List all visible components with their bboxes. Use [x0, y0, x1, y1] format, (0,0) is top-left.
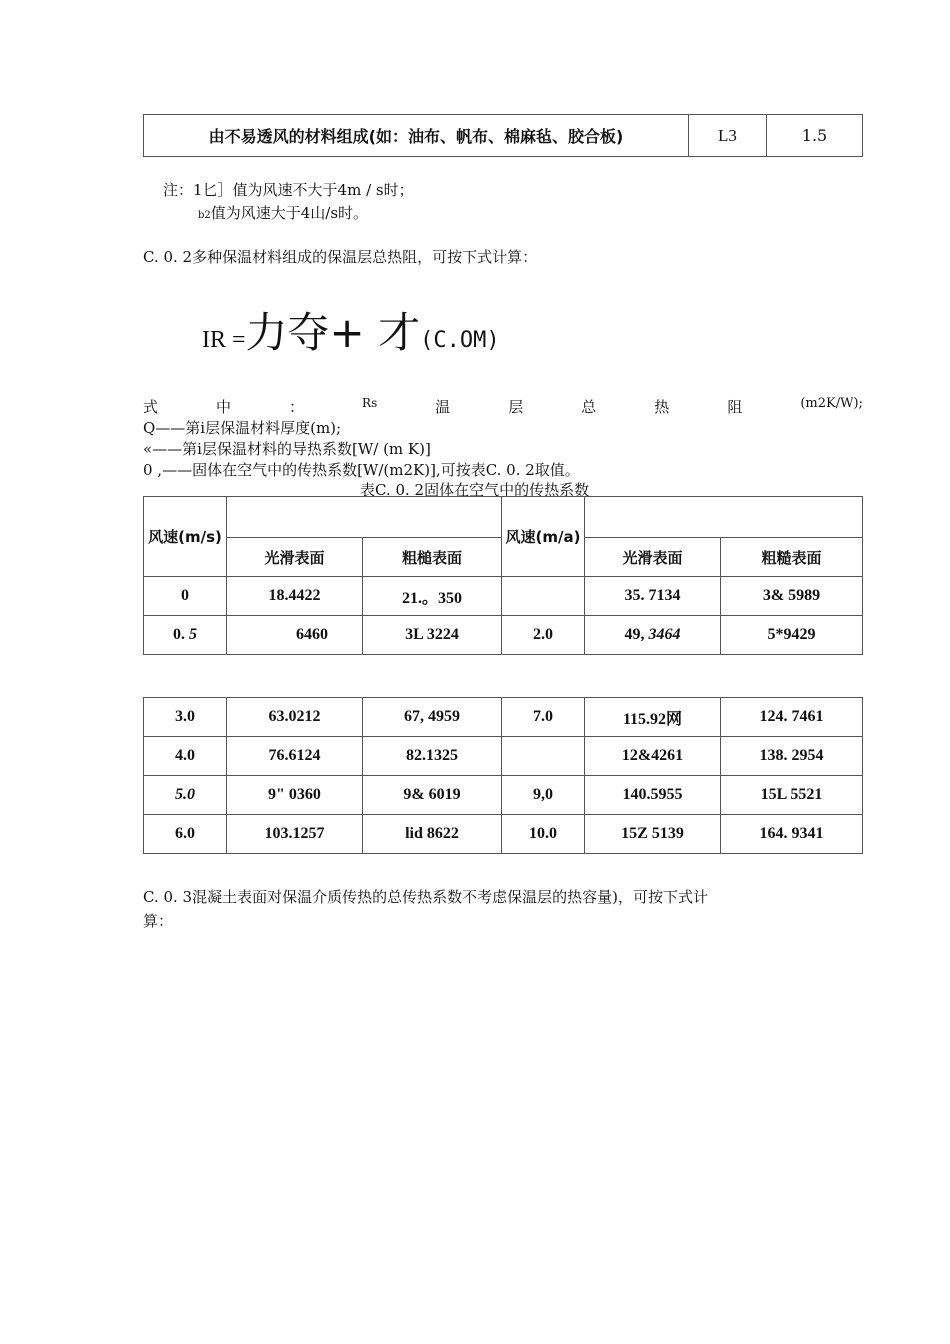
cell: 7.0 — [502, 698, 585, 737]
value-cell: 1.5 — [767, 115, 863, 157]
cell-italic: 3464 — [648, 626, 681, 643]
header-smooth: 光滑表面 — [227, 538, 363, 577]
formula-lhs: IR = — [202, 327, 246, 353]
cell: 67, 4959 — [363, 698, 502, 737]
table-row — [144, 115, 863, 157]
heat-transfer-table-2 — [143, 697, 863, 854]
formula — [202, 300, 500, 360]
cell: 124. 7461 — [721, 698, 863, 737]
table-row — [144, 616, 863, 655]
legend-word: 式 — [143, 398, 159, 416]
cell: 15L 5521 — [721, 776, 863, 815]
section-c03-line-1: C. 0. 3混凝土表面对保温介质传热的总传热系数不考虑保温层的热容量)，可按下式计 — [143, 888, 708, 906]
note-line-1: 注：1匕］值为风速不大于4m / s时； — [163, 181, 414, 199]
table-row — [144, 815, 863, 854]
cell — [502, 577, 585, 616]
legend-word: (m2K/W); — [800, 396, 863, 411]
cell: 6.0 — [144, 815, 227, 854]
cell: 3& 5989 — [721, 577, 863, 616]
header-speed-2: 风速(m/a) — [502, 497, 585, 577]
cell: 9,0 — [502, 776, 585, 815]
section-c03-line-2: 算： — [143, 912, 174, 930]
header-smooth-2: 光滑表面 — [585, 538, 721, 577]
table-caption: 表C. 0. 2固体在空气中的传热系数 — [360, 481, 590, 499]
heat-transfer-table-1 — [143, 496, 863, 655]
cell: 2.0 — [502, 616, 585, 655]
legend-spaced-row — [143, 396, 863, 417]
cell — [502, 737, 585, 776]
cell: 9" 0360 — [227, 776, 363, 815]
cell: 21.。350 — [363, 577, 502, 616]
table-header-row — [144, 497, 863, 538]
cell-italic: 5 — [189, 626, 197, 643]
legend-word: 阻 — [727, 398, 743, 416]
note-subscript: b2 — [198, 210, 211, 221]
cell: 76.6124 — [227, 737, 363, 776]
header-blank — [227, 497, 502, 538]
cell: 115.92网 — [585, 698, 721, 737]
cell: 4.0 — [144, 737, 227, 776]
cell: 0 — [144, 577, 227, 616]
cell: 18.4422 — [227, 577, 363, 616]
cell: 9& 6019 — [363, 776, 502, 815]
header-speed: 风速(m/s) — [144, 497, 227, 577]
header-rough: 粗槌表面 — [363, 538, 502, 577]
legend-q-line: Q——第i层保温材料厚度(m); — [143, 419, 342, 437]
header-rough-2: 粗糙表面 — [721, 538, 863, 577]
cell: lid 8622 — [363, 815, 502, 854]
cell-text: 49, — [624, 626, 649, 643]
table-row — [144, 776, 863, 815]
legend-word: 中 — [216, 398, 232, 416]
legend-word: 热 — [654, 398, 670, 416]
legend-word: 温 — [435, 398, 451, 416]
legend-word: ： — [289, 398, 305, 416]
legend-word: Rs — [362, 396, 378, 410]
material-table — [143, 114, 863, 157]
legend-lambda-line: «——第i层保温材料的导热系数[W/ (m K)] — [143, 440, 431, 458]
table-row — [144, 577, 863, 616]
cell: 15Z 5139 — [585, 815, 721, 854]
cell: 5.0 — [144, 776, 227, 815]
formula-body: 力夺+ 才 — [245, 308, 421, 357]
cell: 140.5955 — [585, 776, 721, 815]
cell: 103.1257 — [227, 815, 363, 854]
cell — [585, 616, 721, 655]
legend-word: 总 — [581, 398, 597, 416]
cell: 5*9429 — [721, 616, 863, 655]
k-value-cell: L3 — [689, 115, 767, 157]
cell: 3.0 — [144, 698, 227, 737]
section-c02-heading: C. 0. 2多种保温材料组成的保温层总热阻，可按下式计算： — [143, 248, 538, 266]
note-line-2-text: 值为风速大于4山/s时。 — [210, 204, 369, 222]
cell: 10.0 — [502, 815, 585, 854]
table-row — [144, 737, 863, 776]
cell: 164. 9341 — [721, 815, 863, 854]
cell: 12&4261 — [585, 737, 721, 776]
cell: 63.0212 — [227, 698, 363, 737]
material-cell: 由不易透风的材料组成(如：油布、帆布、棉麻毡、胶合板) — [144, 115, 689, 157]
formula-number: (C.OM) — [420, 328, 500, 353]
legend-word: 层 — [508, 398, 524, 416]
cell: 35. 7134 — [585, 577, 721, 616]
cell-text: 0. — [173, 626, 189, 643]
legend-beta-line: 0 ,——固体在空气中的传热系数[W/(m2K)],可按表C. 0. 2取值。 — [143, 461, 580, 479]
cell: 82.1325 — [363, 737, 502, 776]
note-line-2 — [198, 202, 368, 223]
cell: 138. 2954 — [721, 737, 863, 776]
cell: 3L 3224 — [363, 616, 502, 655]
cell: 6460 — [227, 616, 363, 655]
cell — [144, 616, 227, 655]
header-blank-2 — [585, 497, 863, 538]
table-row — [144, 698, 863, 737]
